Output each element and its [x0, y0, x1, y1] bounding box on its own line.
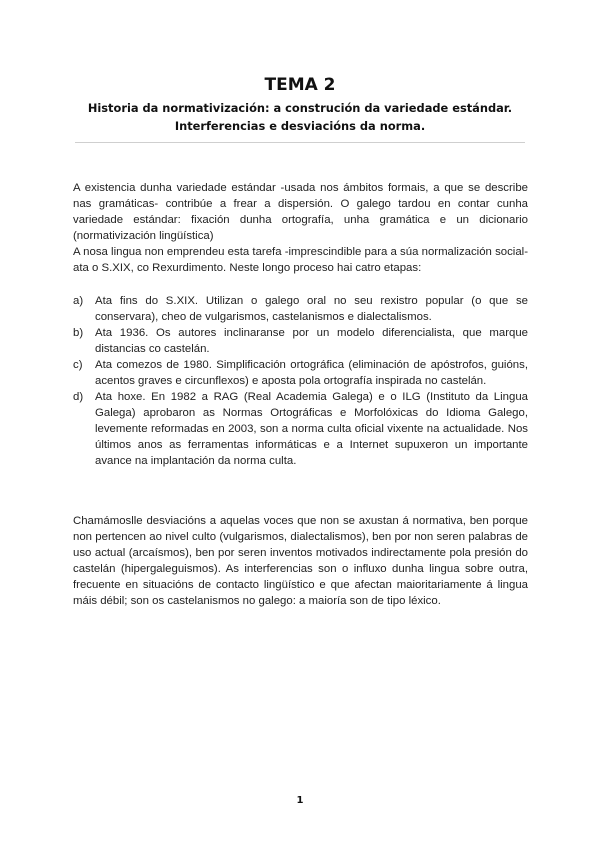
list-item — [73, 293, 528, 325]
list-item-text: Ata hoxe. En 1982 a RAG (Real Academia Galega) e o ILG (Instituto da Lingua Galega) aprobaron as Normas Ortográficas e Morfolóxicas do Idioma Galego, levemente reformadas en 2003, son a norma culta oficial vixente na actualidade. Nos últimos anos as ferramentas informáticas e a Internet supuxeron un importante avance na implantación da norma culta. — [95, 391, 528, 467]
page-subtitle — [60, 99, 540, 135]
list-item-marker: d) — [73, 391, 84, 403]
page-title: TEMA 2 — [264, 75, 336, 95]
list-item — [73, 325, 528, 357]
list-item-text: Ata 1936. Os autores inclinaranse por un modelo diferencialista, que marque distancias co castelán. — [95, 327, 528, 355]
list-item-marker: b) — [73, 327, 84, 339]
list-item-text: Ata comezos de 1980. Simplificación ortográfica (eliminación de apóstrofos, guións, acentos graves e circunflexos) e aposta pola ortografía inspirada no castelán. — [95, 359, 528, 387]
intro-paragraph-2: A nosa lingua non emprendeu esta tarefa -imprescindible para a súa normalización social- ata o S.XIX, co Rexurdimento. Neste longo proceso hai catro etapas: — [73, 246, 528, 274]
list-item-marker: c) — [73, 359, 83, 371]
subtitle-line-1: Historia da normativización: a construción da variedade estándar. — [87, 101, 513, 115]
list-item-text: Ata fins do S.XIX. Utilizan o galego oral no seu rexistro popular (o que se conservara), cheo de vulgarismos, castelanismos e dialectalismos. — [95, 295, 528, 323]
intro-section — [73, 180, 528, 276]
list-item — [73, 357, 528, 389]
stages-list — [73, 293, 528, 469]
closing-paragraph: Chamámoslle desviacións a aquelas voces que non se axustan á normativa, ben porque non pertencen ao nivel culto (vulgarismos, dialectalismos), ben por non seren palabras de uso actual (arcaísmos), ben por seren inventos motivados indirectamente pola presión do castelán (hipergaleguismos). As interferencias son o influxo dunha lingua sobre outra, frecuente en situacións de contacto lingüístico e que afectan maioritariamente á lingua máis débil; son os castelanismos no galego: a maioría son de tipo léxico. — [73, 515, 528, 607]
list-item-marker: a) — [73, 295, 84, 307]
intro-paragraph-1: A existencia dunha variedade estándar -usada nos ámbitos formais, a que se describe nas gramáticas- contribúe a frear a dispersión. O galego tardou en contar cunha variedade estándar: fixación dunha ortografía, unha gramática e un dicionario (normativización lingüística) — [73, 182, 528, 242]
page-number: 1 — [296, 795, 304, 806]
subtitle-line-2: Interferencias e desviacións da norma. — [174, 119, 426, 133]
title-divider — [75, 142, 525, 143]
list-item — [73, 389, 528, 469]
